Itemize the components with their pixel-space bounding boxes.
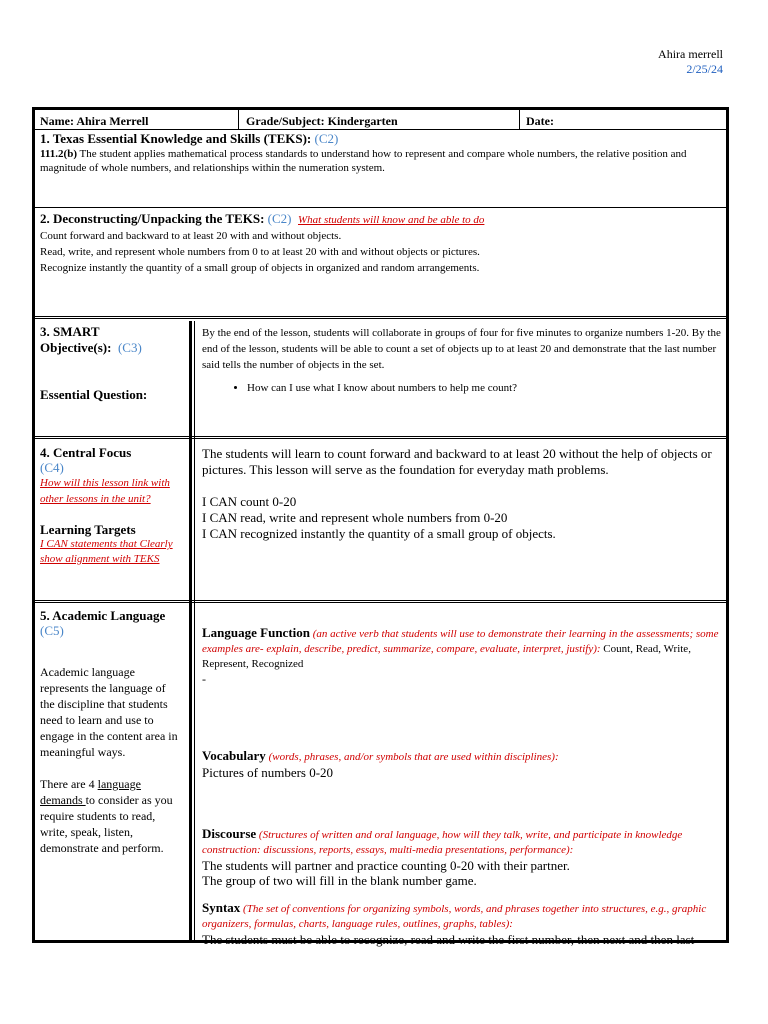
language-function-note: (an active verb that students will use to demonstrate their learning in the assessments; some examples are- explain, describe, predict, summarize, compare, evaluate, interpret, justify):: [202, 628, 719, 655]
learning-target-3: I CAN recognized instantly the quantity of a small group of objects.: [202, 526, 556, 541]
smart-title: 3. SMART: [40, 324, 100, 339]
teks-id: 111.2(b): [40, 148, 77, 160]
section-unpacking: [35, 210, 726, 276]
teks-body: The student applies mathematical process standards to understand how to represent and compare whole numbers, the relative position and magnitude of whole numbers, and relationships within the numeration system.: [40, 148, 687, 174]
central-focus-prompt: How will this lesson link with other lessons in the unit?: [40, 477, 170, 505]
unpacking-line-3: Recognize instantly the quantity of a small group of objects in organized and random arrangements.: [40, 262, 480, 274]
unpacking-line-1: Count forward and backward to at least 20 with and without objects.: [40, 230, 342, 242]
learning-target-1: I CAN count 0-20: [202, 494, 297, 509]
vocabulary-label: Vocabulary: [202, 748, 266, 763]
date-cell: Date:: [526, 114, 554, 128]
unpacking-title: 2. Deconstructing/Unpacking the TEKS:: [40, 211, 265, 226]
academic-language-title: 5. Academic Language: [40, 608, 166, 623]
vocabulary-value: Pictures of numbers 0-20: [202, 765, 334, 780]
learning-targets-label: Learning Targets: [40, 522, 136, 537]
learning-targets-prompt: I CAN statements that Clearly show alignment with TEKS: [40, 538, 173, 565]
academic-language-desc: Academic language represents the language of the discipline that students need to learn and use to engage in the content area in meaningful ways.: [40, 665, 178, 759]
syntax-label: Syntax: [202, 900, 241, 915]
section-central-focus-content: [197, 445, 727, 543]
vocabulary-note: (words, phrases, and/or symbols that are used within disciplines):: [265, 751, 559, 763]
discourse-note: (Structures of written and oral language, how will they talk, write, and participate in knowledge construction: discussions, reports, essays, multi-media presentations, performance):: [202, 829, 683, 856]
essential-question-label: Essential Question:: [40, 387, 148, 402]
language-function-value: Count, Read, Write, Represent, Recognized: [202, 643, 691, 670]
discourse-line-2: The group of two will fill in the blank number game.: [202, 873, 477, 888]
central-focus-text: The students will learn to count forward and backward to at least 20 without the help of objects or pictures. This lesson will serve as the foundation for everyday math problems.: [202, 446, 712, 477]
section-academic-language-content: [197, 624, 727, 948]
unpacking-code: (C2): [267, 211, 292, 226]
essential-question: • How can I use what I know about numbers to help me count?: [247, 381, 722, 396]
central-focus-title: 4. Central Focus: [40, 445, 132, 460]
teks-title: 1. Texas Essential Knowledge and Skills (TEKS):: [40, 131, 312, 146]
language-function-dash: -: [202, 672, 206, 686]
syntax-value: The students must be able to recognize, read and write the first number, then next and then last: [202, 932, 695, 947]
language-function-label: Language Function: [202, 625, 310, 640]
header-date: 2/25/24: [686, 62, 723, 76]
language-demands: There are 4 language demands to consider as you require students to read, write, speak, listen, demonstrate and perform.: [40, 777, 173, 855]
unpacking-note: What students will know and be able to do: [298, 214, 485, 226]
section-smart-content: [197, 324, 727, 397]
section-central-focus-label: [35, 444, 187, 568]
section-smart-label: [35, 323, 187, 403]
discourse-label: Discourse: [202, 826, 257, 841]
discourse-line-1: The students will partner and practice counting 0-20 with their partner.: [202, 858, 570, 873]
lesson-plan-table: [32, 107, 729, 947]
teks-code: (C2): [314, 131, 339, 146]
section-academic-language-label: [35, 607, 187, 857]
learning-target-2: I CAN read, write and represent whole numbers from 0-20: [202, 510, 508, 525]
smart-title-2: Objective(s):: [40, 340, 112, 355]
header-author: Ahira merrell: [658, 47, 723, 61]
section-teks: [35, 130, 726, 176]
academic-language-code: (C5): [40, 623, 64, 638]
grade-subject-cell: Grade/Subject: Kindergarten: [246, 114, 398, 128]
syntax-note: (The set of conventions for organizing symbols, words, and phrases together into structures, e.g., graphic organizers, formulas, charts, language rules, outlines, graphs, tables):: [202, 903, 707, 930]
smart-objective: By the end of the lesson, students will collaborate in groups of four for five minutes to organize numbers 1-20. By the end of the lesson, students will be able to count a set of objects up to at least 20 and demonstrate that the last number said tells the number of objects in the set.: [202, 327, 721, 371]
name-cell: Name: Ahira Merrell: [40, 114, 149, 128]
unpacking-line-2: Read, write, and represent whole numbers from 0 to at least 20 with and without objects or pictures.: [40, 246, 480, 258]
central-focus-code: (C4): [40, 460, 64, 475]
essential-question-list: [202, 381, 722, 396]
smart-code: (C3): [117, 340, 142, 355]
